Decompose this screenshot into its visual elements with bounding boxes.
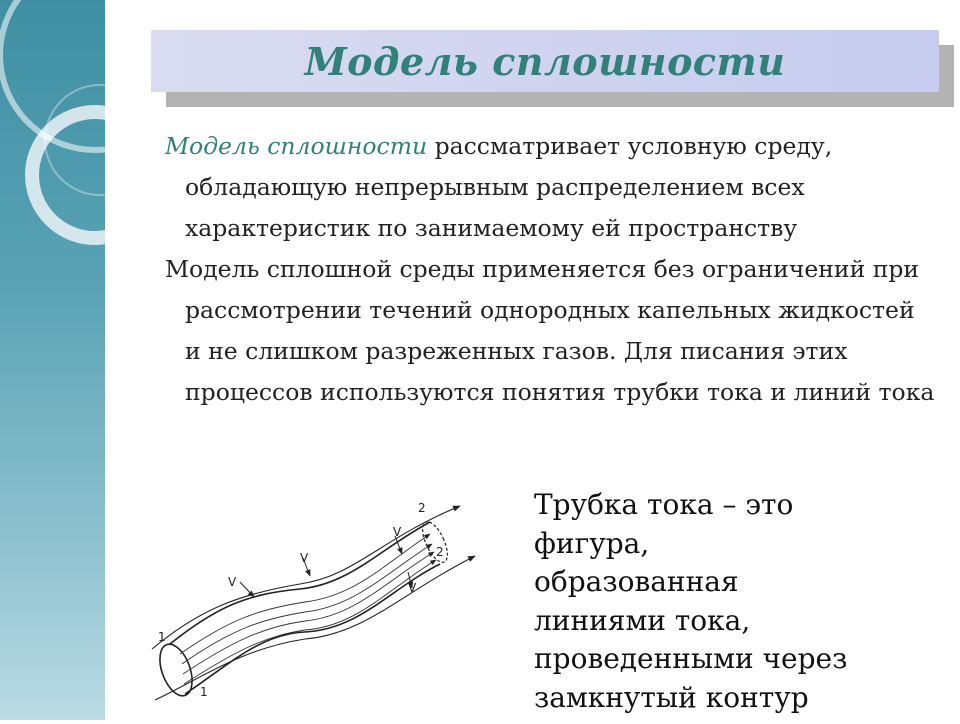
section-2-label: 2 <box>436 545 444 559</box>
left-decorative-strip <box>0 0 105 720</box>
definition-line: линиями тока, <box>534 603 751 637</box>
stream-tube-figure <box>140 484 490 720</box>
slide-body <box>165 126 935 413</box>
definition-line: образованная <box>534 565 739 598</box>
paragraph-1-text: рассматривает условную среду, обладающую непрерывным распределением всех характеристик по занимаемому ей пространству <box>185 132 833 242</box>
section-2-label: 2 <box>418 501 426 515</box>
paragraph-1 <box>165 126 935 249</box>
velocity-label: V <box>393 525 402 539</box>
definition-line: Трубка тока – это <box>534 488 794 521</box>
title-bar <box>151 30 939 92</box>
definition-line: замкнутый контур <box>534 680 809 714</box>
slide-title: Модель сплошности <box>304 38 786 84</box>
decorative-circles <box>0 0 105 720</box>
definition-line: проведенными через <box>534 642 848 675</box>
stream-tube-drawing <box>140 484 490 720</box>
section-1-label: 1 <box>158 630 166 644</box>
velocity-label: V <box>300 551 309 565</box>
section-1-label: 1 <box>200 685 208 699</box>
paragraph-2: Модель сплошной среды применяется без ограничений при рассмотрении течений однородных капельных жидкостей и не слишком разреженных газов. Для писания этих процессов используются понятия трубки тока и линий тока <box>165 255 935 406</box>
definition-line: фигура, <box>534 526 650 560</box>
stream-tube-definition <box>534 486 864 717</box>
velocity-label: V <box>408 581 417 595</box>
accent-term: Модель сплошности <box>165 132 428 160</box>
velocity-label: V <box>228 575 237 589</box>
